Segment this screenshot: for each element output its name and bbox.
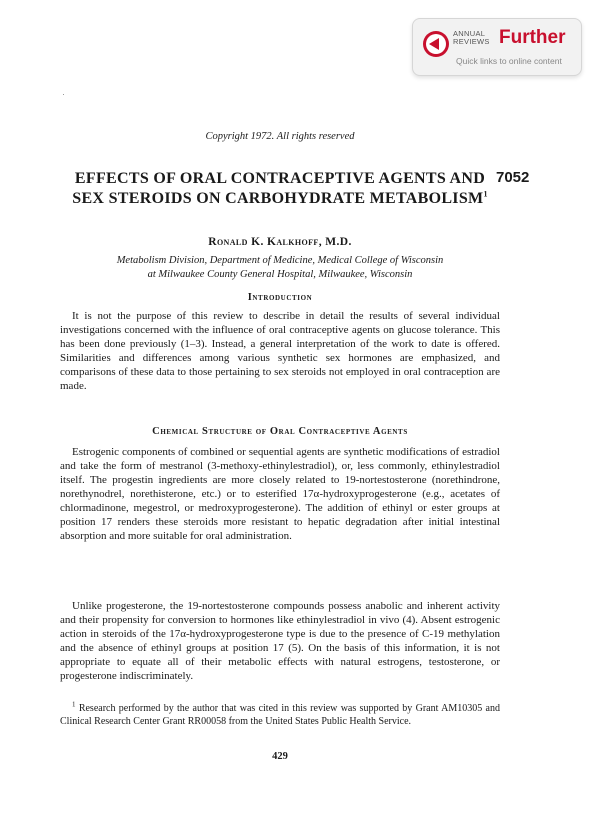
scan-speck <box>63 94 64 95</box>
footnote <box>60 702 500 728</box>
copyright-notice: Copyright 1972. All rights reserved <box>205 131 355 142</box>
article-title-text: EFFECTS OF ORAL CONTRACEPTIVE AGENTS AND SEX STEROIDS ON CARBOHYDRATE METABOLISM <box>72 170 486 207</box>
affiliation-line-2: at Milwaukee County General Hospital, Milwaukee, Wisconsin <box>147 268 413 280</box>
title-footnote-mark[interactable]: 1 <box>483 189 488 199</box>
article-number: 7052 <box>496 169 530 186</box>
author-name: Ronald K. Kalkhoff, M.D. <box>208 236 352 248</box>
footnote-mark: 1 <box>72 700 76 709</box>
footnote-text: Research performed by the author that was cited in this review was supported by Grant AM10305 and Clinical Research Center Grant RR00058 from the United States Public Health Service. <box>60 703 500 727</box>
paragraph-chemical-structure-2: Unlike progesterone, the 19-nortestosterone compounds possess anabolic and inherent activity and their propensity for conversion to hormones like ethinylestradiol in vivo (4). Absent estrogenic action in steroids of the 17α-hydroxyprogesterone type is due to the presence of C-19 methylation and the absence of ethinyl groups at position 17 (5). On the basis of this information, it is not appropriate to equate all of their metabolic effects with natural estrogens, testosterone, or progesterone indiscriminately. <box>60 600 500 682</box>
banner-publisher: ANNUAL REVIEWS <box>453 29 490 46</box>
banner-further-link[interactable]: Further <box>499 27 566 48</box>
paragraph-introduction: It is not the purpose of this review to describe in detail the results of several individual investigations concerned with the influence of oral contraceptive agents on glucose tolerance. This has been done previously (1–3). Instead, a general interpretation of the work to date is offered. Similarities and differences among various synthetic sex hormones are emphasized, and comparisons of these data to those pertaining to sex steroids not employed in oral contraception are made. <box>60 310 500 392</box>
paragraph-chemical-structure-1: Estrogenic components of combined or sequential agents are synthetic modifications of estradiol and take the form of mestranol (3-methoxy-ethinylestradiol), or, less commonly, ethinylestradiol itself. The progestin ingredients are more closely related to 19-nortestosterone (norethindrone, norethynodrel, norethisterone, etc.) or to esterified 17α-hydroxyprogesterone (e.g., acetates of chlormadinone, megestrol, or medroxyprogesterone). The addition of ethinyl or ester groups at position 17 renders these steroids more resistant to hepatic degradation after initial intestinal absorption and more suitable for oral administration. <box>60 446 500 542</box>
section-heading-chemical-structure: Chemical Structure of Oral Contraceptive Agents <box>152 426 408 437</box>
banner-subtitle[interactable]: Quick links to online content <box>456 56 562 66</box>
affiliation-line-1: Metabolism Division, Department of Medicine, Medical College of Wisconsin <box>116 255 444 266</box>
annual-reviews-logo-icon <box>423 31 449 57</box>
article-title <box>60 169 500 208</box>
author-affiliation <box>60 254 500 281</box>
page-number: 429 <box>272 751 288 762</box>
section-heading-introduction: Introduction <box>247 292 313 303</box>
further-banner[interactable] <box>412 18 582 76</box>
